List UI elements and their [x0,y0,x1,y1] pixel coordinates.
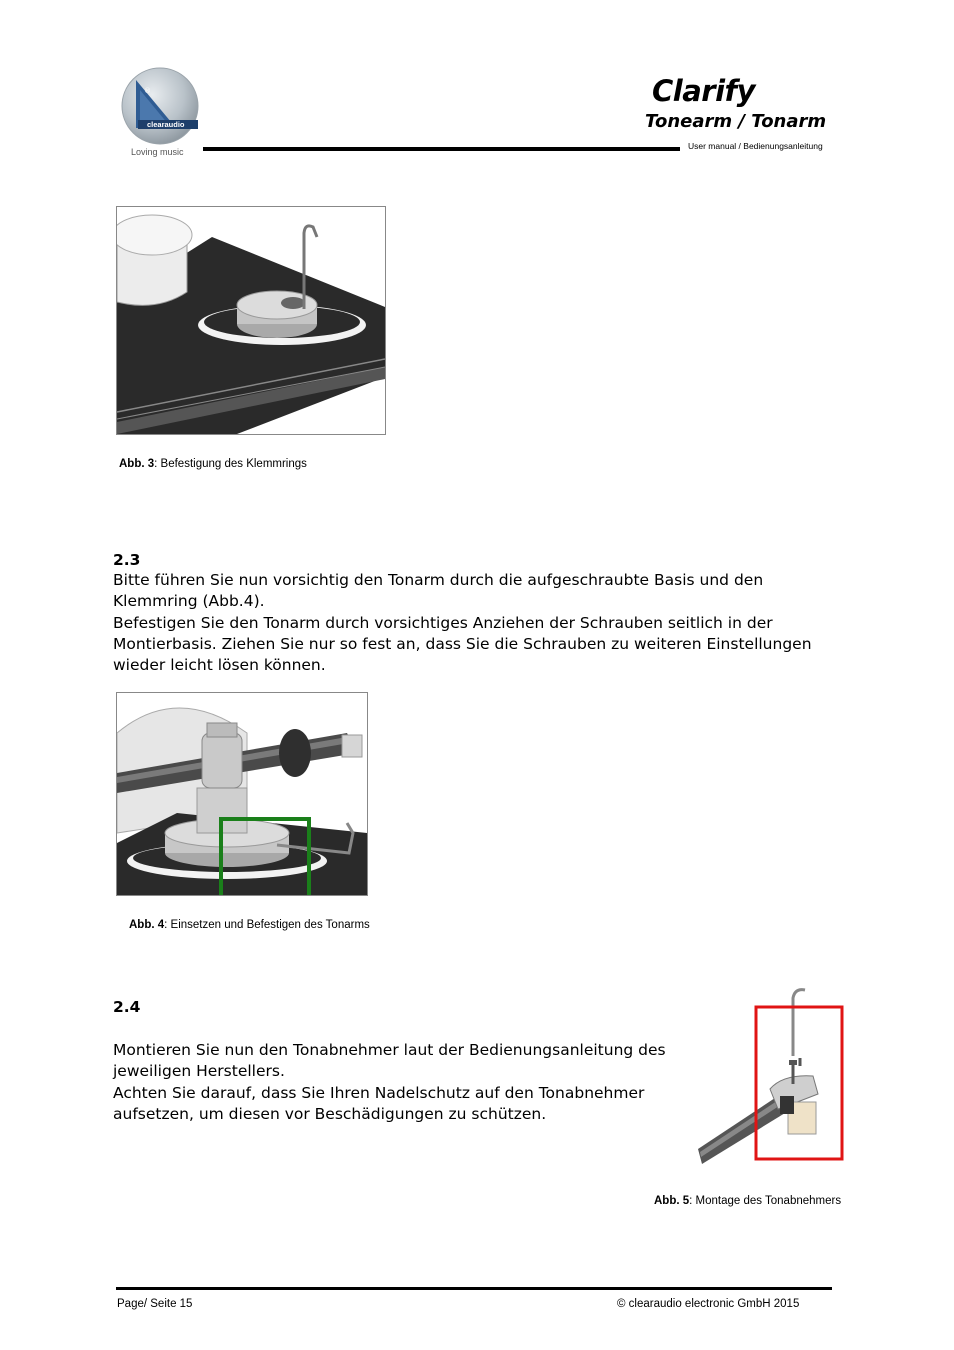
figure-4-image [116,692,368,896]
section-2-4-text [113,1040,673,1125]
manual-label: User manual / Bedienungsanleitung [688,141,823,151]
paragraph: Bitte führen Sie nun vorsichtig den Tonarm durch die aufgeschraubte Basis und den Klemmring (Abb.4). [113,571,764,611]
section-2-3-text [113,570,833,676]
figure-4-caption: Abb. 4: Einsetzen und Befestigen des Tonarms [129,919,370,931]
figure-3-caption: Abb. 3: Befestigung des Klemmrings [119,458,307,470]
footer-rule [116,1287,832,1290]
copyright: © clearaudio electronic GmbH 2015 [617,1298,800,1310]
svg-text:®: ® [144,87,151,95]
page-number: Page/ Seite 15 [117,1298,193,1310]
figure-3-image [116,206,386,435]
header-rule [203,147,680,151]
paragraph: Achten Sie darauf, dass Sie Ihren Nadelschutz auf den Tonabnehmer aufsetzen, um diesen vor Beschädigungen zu schützen. [113,1083,645,1123]
document-subtitle: Tonearm / Tonarm [645,111,827,132]
figure-5-image [698,984,846,1164]
clearaudio-logo [120,66,200,146]
section-2-3-heading: 2.3 [113,551,141,569]
section-2-4-heading: 2.4 [113,998,141,1016]
logo-tagline: Loving music [131,147,184,157]
figure-5-caption: Abb. 5: Montage des Tonabnehmers [654,1195,842,1207]
document-title: Clarify [652,74,756,108]
paragraph: Befestigen Sie den Tonarm durch vorsichtiges Anziehen der Schrauben seitlich in der Montierbasis. Ziehen Sie nur so fest an, dass Sie die Schrauben zu weiteren Einstellungen wieder leicht lösen können. [113,613,812,675]
paragraph: Montieren Sie nun den Tonabnehmer laut der Bedienungsanleitung des jeweiligen Herstellers. [113,1041,666,1081]
svg-text:clearaudio: clearaudio [147,120,185,129]
